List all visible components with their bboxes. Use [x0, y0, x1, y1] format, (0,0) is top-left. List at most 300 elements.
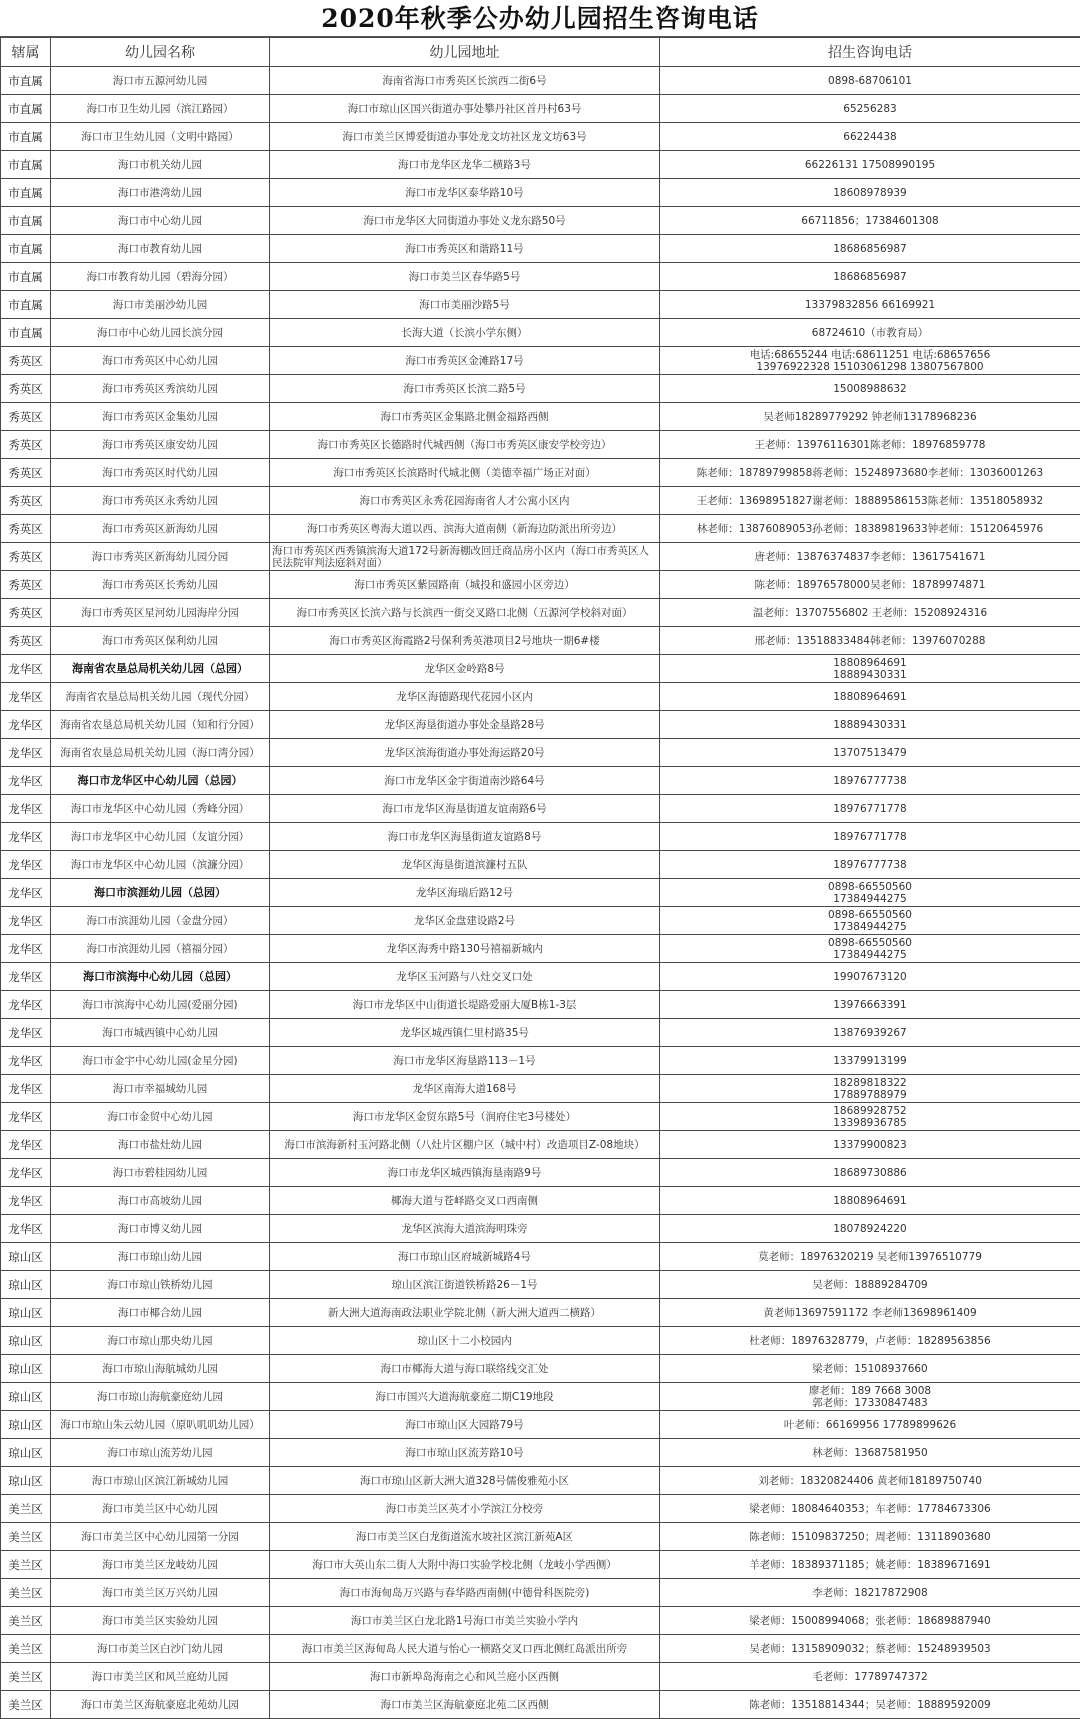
- district-cell: 秀英区: [1, 627, 51, 655]
- phone-line: 66224438: [662, 131, 1078, 143]
- table-row: [1, 1047, 1080, 1075]
- kindergarten-name-cell: 海口市教育幼儿园（碧海分园）: [51, 263, 270, 291]
- kindergarten-name-cell: 海口市秀英区新海幼儿园: [51, 515, 270, 543]
- district-cell: 美兰区: [1, 1579, 51, 1607]
- phone-cell: [660, 1299, 1080, 1327]
- table-row: [1, 487, 1080, 515]
- kindergarten-name-cell: 海口市龙华区中心幼儿园（秀峰分园）: [51, 795, 270, 823]
- phone-line: 0898-66550560: [662, 909, 1078, 921]
- address-cell: 龙华区城西镇仁里村路35号: [270, 1019, 660, 1047]
- phone-line: 18686856987: [662, 243, 1078, 255]
- phone-line: 18976771778: [662, 803, 1078, 815]
- phone-cell: [660, 291, 1080, 319]
- kindergarten-name-cell: 海口市五源河幼儿园: [51, 67, 270, 95]
- address-cell: 海口市琼山区流芳路10号: [270, 1439, 660, 1467]
- kindergarten-name-cell: 海口市琼山区滨江新城幼儿园: [51, 1467, 270, 1495]
- address-cell: 海口市秀英区和谐路11号: [270, 235, 660, 263]
- phone-cell: [660, 403, 1080, 431]
- district-cell: 龙华区: [1, 739, 51, 767]
- address-cell: 海口市美兰区博爱街道办事处龙文坊社区龙文坊63号: [270, 123, 660, 151]
- phone-cell: [660, 1439, 1080, 1467]
- table-row: [1, 1467, 1080, 1495]
- table-row: [1, 515, 1080, 543]
- phone-line: 林老师：13687581950: [662, 1447, 1078, 1459]
- district-cell: 琼山区: [1, 1411, 51, 1439]
- kindergarten-name-cell: 海口市滨涯幼儿园（金盘分园）: [51, 907, 270, 935]
- phone-cell: [660, 935, 1080, 963]
- table-row: [1, 1495, 1080, 1523]
- phone-cell: [660, 711, 1080, 739]
- table-row: [1, 1579, 1080, 1607]
- district-cell: 市直属: [1, 207, 51, 235]
- table-row: [1, 795, 1080, 823]
- address-cell: 龙华区滨海大道滨海明珠旁: [270, 1215, 660, 1243]
- phone-line: 18976777738: [662, 859, 1078, 871]
- district-cell: 琼山区: [1, 1355, 51, 1383]
- phone-line: 陈老师：15109837250；周老师：13118903680: [662, 1531, 1078, 1543]
- district-cell: 美兰区: [1, 1551, 51, 1579]
- kindergarten-name-cell: 海口市幸福城幼儿园: [51, 1075, 270, 1103]
- address-cell: 海口市美兰区海航豪庭北苑二区西侧: [270, 1691, 660, 1719]
- phone-cell: [660, 627, 1080, 655]
- column-header-name: 幼儿园名称: [51, 38, 270, 67]
- address-cell: 海口市秀英区西秀镇滨海大道172号新海棚改回迁商品房小区内（海口市秀英区人民法院审判法庭斜对面）: [270, 543, 660, 571]
- kindergarten-name-cell: 海南省农垦总局机关幼儿园（总园）: [51, 655, 270, 683]
- district-cell: 秀英区: [1, 487, 51, 515]
- phone-line: 陈老师：13518814344；吴老师：18889592009: [662, 1699, 1078, 1711]
- district-cell: 龙华区: [1, 1019, 51, 1047]
- district-cell: 龙华区: [1, 879, 51, 907]
- kindergarten-name-cell: 海南省农垦总局机关幼儿园（现代分园）: [51, 683, 270, 711]
- address-cell: 长海大道（长滨小学东侧）: [270, 319, 660, 347]
- address-cell: 海口市秀英区海霞路2号保利秀英港项目2号地块一期6#楼: [270, 627, 660, 655]
- table-row: [1, 235, 1080, 263]
- phone-line: 13379913199: [662, 1055, 1078, 1067]
- phone-cell: [660, 459, 1080, 487]
- kindergarten-name-cell: 海口市琼山流芳幼儿园: [51, 1439, 270, 1467]
- district-cell: 龙华区: [1, 823, 51, 851]
- address-cell: 龙华区南海大道168号: [270, 1075, 660, 1103]
- phone-line: 温老师：13707556802 王老师：15208924316: [662, 607, 1078, 619]
- table-row: [1, 67, 1080, 95]
- district-cell: 琼山区: [1, 1327, 51, 1355]
- table-row: [1, 1551, 1080, 1579]
- phone-cell: [660, 151, 1080, 179]
- address-cell: 海口市龙华区海垦街道友谊路8号: [270, 823, 660, 851]
- phone-line: 吴老师：13158909032；蔡老师：15248939503: [662, 1643, 1078, 1655]
- kindergarten-name-cell: 海口市金贸中心幼儿园: [51, 1103, 270, 1131]
- phone-cell: [660, 1159, 1080, 1187]
- address-cell: 海口市美兰区英才小学滨江分校旁: [270, 1495, 660, 1523]
- kindergarten-name-cell: 海口市碧桂园幼儿园: [51, 1159, 270, 1187]
- phone-cell: [660, 1243, 1080, 1271]
- phone-cell: [660, 1187, 1080, 1215]
- phone-cell: [660, 1635, 1080, 1663]
- kindergarten-table: [0, 37, 1080, 1719]
- district-cell: 秀英区: [1, 403, 51, 431]
- phone-line: 17889788979: [662, 1089, 1078, 1101]
- phone-line: 廖老师：189 7668 3008: [662, 1385, 1078, 1397]
- address-cell: 龙华区海秀中路130号禧福新城内: [270, 935, 660, 963]
- phone-cell: [660, 1663, 1080, 1691]
- table-row: [1, 907, 1080, 935]
- phone-line: 唐老师：13876374837李老师：13617541671: [662, 551, 1078, 563]
- phone-line: 吴老师：18889284709: [662, 1279, 1078, 1291]
- district-cell: 龙华区: [1, 795, 51, 823]
- kindergarten-name-cell: 海口市秀英区时代幼儿园: [51, 459, 270, 487]
- kindergarten-name-cell: 海口市滨涯幼儿园（总园）: [51, 879, 270, 907]
- address-cell: 海口市琼山区国兴街道办事处攀丹社区首丹村63号: [270, 95, 660, 123]
- district-cell: 龙华区: [1, 767, 51, 795]
- district-cell: 市直属: [1, 95, 51, 123]
- phone-line: 18608978939: [662, 187, 1078, 199]
- phone-line: 羊老师：18389371185；姚老师：18389671691: [662, 1559, 1078, 1571]
- address-cell: 海口市龙华区金宇街道南沙路64号: [270, 767, 660, 795]
- phone-line: 17384944275: [662, 949, 1078, 961]
- phone-cell: [660, 1075, 1080, 1103]
- phone-line: 邢老师：13518833484韩老师：13976070288: [662, 635, 1078, 647]
- district-cell: 秀英区: [1, 515, 51, 543]
- phone-cell: [660, 515, 1080, 543]
- address-cell: 海口市椰海大道与海口联络线交汇处: [270, 1355, 660, 1383]
- kindergarten-name-cell: 海口市美兰区中心幼儿园: [51, 1495, 270, 1523]
- address-cell: 海口市龙华区中山街道长堤路爱丽大厦B栋1-3层: [270, 991, 660, 1019]
- district-cell: 市直属: [1, 319, 51, 347]
- address-cell: 海口市秀英区长滨六路与长滨西一街交叉路口北侧（五源河学校斜对面）: [270, 599, 660, 627]
- phone-cell: [660, 1131, 1080, 1159]
- phone-cell: [660, 1691, 1080, 1719]
- district-cell: 龙华区: [1, 655, 51, 683]
- phone-cell: [660, 1495, 1080, 1523]
- district-cell: 龙华区: [1, 1075, 51, 1103]
- table-row: [1, 319, 1080, 347]
- kindergarten-name-cell: 海口市美兰区龙岐幼儿园: [51, 1551, 270, 1579]
- address-cell: 龙华区滨海街道办事处海运路20号: [270, 739, 660, 767]
- address-cell: 海口市龙华区大同街道办事处义龙东路50号: [270, 207, 660, 235]
- address-cell: 海口市琼山区新大洲大道328号儒俊雅苑小区: [270, 1467, 660, 1495]
- table-row: [1, 1271, 1080, 1299]
- address-cell: 龙华区金盘建设路2号: [270, 907, 660, 935]
- district-cell: 龙华区: [1, 1159, 51, 1187]
- district-cell: 琼山区: [1, 1243, 51, 1271]
- phone-line: 莫老师：18976320219 吴老师13976510779: [662, 1251, 1078, 1263]
- kindergarten-name-cell: 海口市博义幼儿园: [51, 1215, 270, 1243]
- district-cell: 秀英区: [1, 599, 51, 627]
- phone-line: 18976777738: [662, 775, 1078, 787]
- table-row: [1, 1075, 1080, 1103]
- kindergarten-name-cell: 海口市美兰区万兴幼儿园: [51, 1579, 270, 1607]
- table-body: [1, 67, 1080, 1719]
- district-cell: 市直属: [1, 179, 51, 207]
- district-cell: 秀英区: [1, 431, 51, 459]
- address-cell: 海口市新埠岛海南之心和风兰庭小区西侧: [270, 1663, 660, 1691]
- district-cell: 秀英区: [1, 347, 51, 375]
- phone-cell: [660, 179, 1080, 207]
- phone-line: 13976922328 15103061298 13807567800: [662, 361, 1078, 373]
- phone-line: 13876939267: [662, 1027, 1078, 1039]
- phone-cell: [660, 879, 1080, 907]
- district-cell: 美兰区: [1, 1691, 51, 1719]
- district-cell: 龙华区: [1, 1103, 51, 1131]
- district-cell: 琼山区: [1, 1467, 51, 1495]
- kindergarten-name-cell: 海口市教育幼儿园: [51, 235, 270, 263]
- kindergarten-name-cell: 海口市美兰区海航豪庭北苑幼儿园: [51, 1691, 270, 1719]
- district-cell: 龙华区: [1, 1131, 51, 1159]
- kindergarten-name-cell: 海口市美兰区白沙门幼儿园: [51, 1635, 270, 1663]
- kindergarten-name-cell: 海口市龙华区中心幼儿园（友谊分园）: [51, 823, 270, 851]
- table-row: [1, 1131, 1080, 1159]
- address-cell: 龙华区金岭路8号: [270, 655, 660, 683]
- table-row: [1, 95, 1080, 123]
- kindergarten-name-cell: 海口市中心幼儿园长滨分园: [51, 319, 270, 347]
- district-cell: 龙华区: [1, 711, 51, 739]
- phone-cell: [660, 375, 1080, 403]
- kindergarten-name-cell: 海南省农垦总局机关幼儿园（知和行分园）: [51, 711, 270, 739]
- district-cell: 龙华区: [1, 991, 51, 1019]
- address-cell: 海口市秀英区粤海大道以西、滨海大道南侧（新海边防派出所旁边）: [270, 515, 660, 543]
- address-cell: 海口市琼山区大园路79号: [270, 1411, 660, 1439]
- phone-cell: [660, 739, 1080, 767]
- table-row: [1, 935, 1080, 963]
- kindergarten-name-cell: 海口市秀英区星河幼儿园海岸分园: [51, 599, 270, 627]
- phone-cell: [660, 207, 1080, 235]
- table-row: [1, 403, 1080, 431]
- phone-cell: [660, 1355, 1080, 1383]
- address-cell: 龙华区海垦街道滨濂村五队: [270, 851, 660, 879]
- kindergarten-name-cell: 海口市滨海中心幼儿园(爱丽分园): [51, 991, 270, 1019]
- table-row: [1, 767, 1080, 795]
- phone-line: 18289818322: [662, 1077, 1078, 1089]
- table-row: [1, 1243, 1080, 1271]
- phone-cell: [660, 1103, 1080, 1131]
- phone-cell: [660, 67, 1080, 95]
- phone-line: 李老师：18217872908: [662, 1587, 1078, 1599]
- table-row: [1, 739, 1080, 767]
- address-cell: 海口市美兰区白龙北路1号海口市美兰实验小学内: [270, 1607, 660, 1635]
- district-cell: 市直属: [1, 291, 51, 319]
- kindergarten-name-cell: 海口市龙华区中心幼儿园（滨濂分园）: [51, 851, 270, 879]
- phone-line: 陈老师：18789799858蒋老师：15248973680李老师：13036001263: [662, 467, 1078, 479]
- address-cell: 海口市国兴大道海航豪庭二期C19地段: [270, 1383, 660, 1411]
- district-cell: 秀英区: [1, 571, 51, 599]
- kindergarten-name-cell: 海口市秀英区永秀幼儿园: [51, 487, 270, 515]
- district-cell: 美兰区: [1, 1495, 51, 1523]
- table-row: [1, 683, 1080, 711]
- phone-cell: [660, 1607, 1080, 1635]
- phone-line: 13398936785: [662, 1117, 1078, 1129]
- phone-line: 0898-66550560: [662, 881, 1078, 893]
- kindergarten-name-cell: 海口市美兰区中心幼儿园第一分园: [51, 1523, 270, 1551]
- phone-cell: [660, 123, 1080, 151]
- district-cell: 龙华区: [1, 907, 51, 935]
- kindergarten-name-cell: 海口市美兰区和风兰庭幼儿园: [51, 1663, 270, 1691]
- address-cell: 海口市秀英区长德路时代城西侧（海口市秀英区康安学校旁边）: [270, 431, 660, 459]
- phone-cell: [660, 95, 1080, 123]
- table-row: [1, 823, 1080, 851]
- phone-cell: [660, 851, 1080, 879]
- address-cell: 海南省海口市秀英区长滨西二街6号: [270, 67, 660, 95]
- phone-line: 13976663391: [662, 999, 1078, 1011]
- kindergarten-name-cell: 海口市港湾幼儿园: [51, 179, 270, 207]
- phone-cell: [660, 599, 1080, 627]
- kindergarten-name-cell: 海口市琼山朱云幼儿园（原叭叽叽幼儿园）: [51, 1411, 270, 1439]
- kindergarten-name-cell: 海口市秀英区保利幼儿园: [51, 627, 270, 655]
- district-cell: 秀英区: [1, 375, 51, 403]
- phone-cell: [660, 319, 1080, 347]
- kindergarten-name-cell: 海口市秀英区康安幼儿园: [51, 431, 270, 459]
- phone-line: 18808964691: [662, 1195, 1078, 1207]
- table-row: [1, 571, 1080, 599]
- phone-line: 0898-68706101: [662, 75, 1078, 87]
- table-row: [1, 711, 1080, 739]
- table-row: [1, 291, 1080, 319]
- address-cell: 海口市美丽沙路5号: [270, 291, 660, 319]
- table-row: [1, 431, 1080, 459]
- table-row: [1, 963, 1080, 991]
- phone-line: 叶老师：66169956 17789899626: [662, 1419, 1078, 1431]
- column-header-phone: 招生咨询电话: [660, 38, 1080, 67]
- table-row: [1, 1327, 1080, 1355]
- phone-cell: [660, 235, 1080, 263]
- district-cell: 秀英区: [1, 459, 51, 487]
- table-row: [1, 879, 1080, 907]
- district-cell: 琼山区: [1, 1271, 51, 1299]
- phone-line: 17384944275: [662, 893, 1078, 905]
- phone-cell: [660, 1467, 1080, 1495]
- address-cell: 龙华区海垦街道办事处金垦路28号: [270, 711, 660, 739]
- kindergarten-name-cell: 海口市卫生幼儿园（文明中路园）: [51, 123, 270, 151]
- district-cell: 琼山区: [1, 1439, 51, 1467]
- phone-cell: [660, 1523, 1080, 1551]
- district-cell: 龙华区: [1, 1187, 51, 1215]
- kindergarten-name-cell: 海口市秀英区长秀幼儿园: [51, 571, 270, 599]
- phone-line: 梁老师：18084640353；车老师：17784673306: [662, 1503, 1078, 1515]
- table-row: [1, 1215, 1080, 1243]
- phone-line: 18689730886: [662, 1167, 1078, 1179]
- address-cell: 海口市琼山区府城新城路4号: [270, 1243, 660, 1271]
- phone-line: 电话:68655244 电话:68611251 电话:68657656: [662, 349, 1078, 361]
- table-row: [1, 1383, 1080, 1411]
- phone-cell: [660, 1327, 1080, 1355]
- district-cell: 龙华区: [1, 683, 51, 711]
- table-row: [1, 655, 1080, 683]
- address-cell: 海口市美兰区春华路5号: [270, 263, 660, 291]
- kindergarten-name-cell: 海口市机关幼儿园: [51, 151, 270, 179]
- phone-cell: [660, 655, 1080, 683]
- address-cell: 龙华区玉河路与八灶交叉口处: [270, 963, 660, 991]
- phone-line: 18889430331: [662, 669, 1078, 681]
- kindergarten-name-cell: 海口市琼山海航城幼儿园: [51, 1355, 270, 1383]
- district-cell: 龙华区: [1, 935, 51, 963]
- address-cell: 海口市美兰区海甸岛人民大道与怡心一横路交叉口西北侧红岛派出所旁: [270, 1635, 660, 1663]
- table-row: [1, 627, 1080, 655]
- table-row: [1, 151, 1080, 179]
- address-cell: 海口市龙华区海垦路113－1号: [270, 1047, 660, 1075]
- table-header-row: [1, 38, 1080, 67]
- district-cell: 龙华区: [1, 851, 51, 879]
- phone-line: 66226131 17508990195: [662, 159, 1078, 171]
- phone-line: 66711856；17384601308: [662, 215, 1078, 227]
- address-cell: 海口市秀英区长滨路时代城北侧（美德幸福广场正对面）: [270, 459, 660, 487]
- phone-line: 65256283: [662, 103, 1078, 115]
- phone-line: 王老师：13976116301陈老师：18976859778: [662, 439, 1078, 451]
- phone-cell: [660, 1215, 1080, 1243]
- table-row: [1, 991, 1080, 1019]
- district-cell: 美兰区: [1, 1663, 51, 1691]
- kindergarten-name-cell: 海口市秀英区金集幼儿园: [51, 403, 270, 431]
- table-row: [1, 179, 1080, 207]
- table-row: [1, 1355, 1080, 1383]
- phone-cell: [660, 823, 1080, 851]
- address-cell: 海口市龙华区海垦街道友谊南路6号: [270, 795, 660, 823]
- phone-line: 18078924220: [662, 1223, 1078, 1235]
- phone-cell: [660, 431, 1080, 459]
- phone-line: 13379900823: [662, 1139, 1078, 1151]
- kindergarten-name-cell: 海口市高坡幼儿园: [51, 1187, 270, 1215]
- kindergarten-name-cell: 海口市琼山海航豪庭幼儿园: [51, 1383, 270, 1411]
- phone-cell: [660, 963, 1080, 991]
- address-cell: 海口市秀英区金滩路17号: [270, 347, 660, 375]
- table-row: [1, 1523, 1080, 1551]
- address-cell: 海口市秀英区紫园路南（城投和盛园小区旁边）: [270, 571, 660, 599]
- kindergarten-name-cell: 海口市卫生幼儿园（滨江路园）: [51, 95, 270, 123]
- kindergarten-name-cell: 海口市秀英区中心幼儿园: [51, 347, 270, 375]
- table-row: [1, 599, 1080, 627]
- address-cell: 琼山区十二小校园内: [270, 1327, 660, 1355]
- phone-cell: [660, 907, 1080, 935]
- phone-line: 杜老师：18976328779，卢老师：18289563856: [662, 1335, 1078, 1347]
- phone-line: 吴老师18289779292 钟老师13178968236: [662, 411, 1078, 423]
- table-row: [1, 1663, 1080, 1691]
- column-header-address: 幼儿园地址: [270, 38, 660, 67]
- kindergarten-name-cell: 海口市美兰区实验幼儿园: [51, 1607, 270, 1635]
- address-cell: 海口市龙华区龙华二横路3号: [270, 151, 660, 179]
- address-cell: 海口市美兰区白龙街道流水坡社区滨江新苑A区: [270, 1523, 660, 1551]
- kindergarten-name-cell: 海口市龙华区中心幼儿园（总园）: [51, 767, 270, 795]
- table-row: [1, 123, 1080, 151]
- phone-line: 15008988632: [662, 383, 1078, 395]
- address-cell: 龙华区海德路现代花园小区内: [270, 683, 660, 711]
- kindergarten-name-cell: 海南省农垦总局机关幼儿园（海口湾分园）: [51, 739, 270, 767]
- phone-line: 13379832856 66169921: [662, 299, 1078, 311]
- address-cell: 新大洲大道海南政法职业学院北侧（新大洲大道西二横路）: [270, 1299, 660, 1327]
- address-cell: 椰海大道与苍峄路交叉口西南侧: [270, 1187, 660, 1215]
- phone-cell: [660, 487, 1080, 515]
- district-cell: 龙华区: [1, 1215, 51, 1243]
- table-row: [1, 1019, 1080, 1047]
- district-cell: 龙华区: [1, 963, 51, 991]
- phone-cell: [660, 991, 1080, 1019]
- kindergarten-name-cell: 海口市美丽沙幼儿园: [51, 291, 270, 319]
- address-cell: 海口市秀英区金集路北侧金福路西侧: [270, 403, 660, 431]
- phone-line: 王老师：13698951827谢老师：18889586153陈老师：13518058932: [662, 495, 1078, 507]
- phone-cell: [660, 767, 1080, 795]
- kindergarten-name-cell: 海口市椰合幼儿园: [51, 1299, 270, 1327]
- table-row: [1, 1103, 1080, 1131]
- district-cell: 琼山区: [1, 1299, 51, 1327]
- kindergarten-name-cell: 海口市琼山铁桥幼儿园: [51, 1271, 270, 1299]
- phone-line: 18808964691: [662, 691, 1078, 703]
- address-cell: 海口市秀英区永秀花园海南省人才公寓小区内: [270, 487, 660, 515]
- table-row: [1, 1607, 1080, 1635]
- address-cell: 海口市大英山东二街人大附中海口实验学校北侧（龙岐小学西侧）: [270, 1551, 660, 1579]
- phone-cell: [660, 263, 1080, 291]
- district-cell: 秀英区: [1, 543, 51, 571]
- address-cell: 龙华区海瑞后路12号: [270, 879, 660, 907]
- address-cell: 海口市滨海新村玉河路北侧（八灶片区棚户区（城中村）改造项目Z-08地块）: [270, 1131, 660, 1159]
- district-cell: 美兰区: [1, 1607, 51, 1635]
- kindergarten-name-cell: 海口市金宇中心幼儿园(金星分园): [51, 1047, 270, 1075]
